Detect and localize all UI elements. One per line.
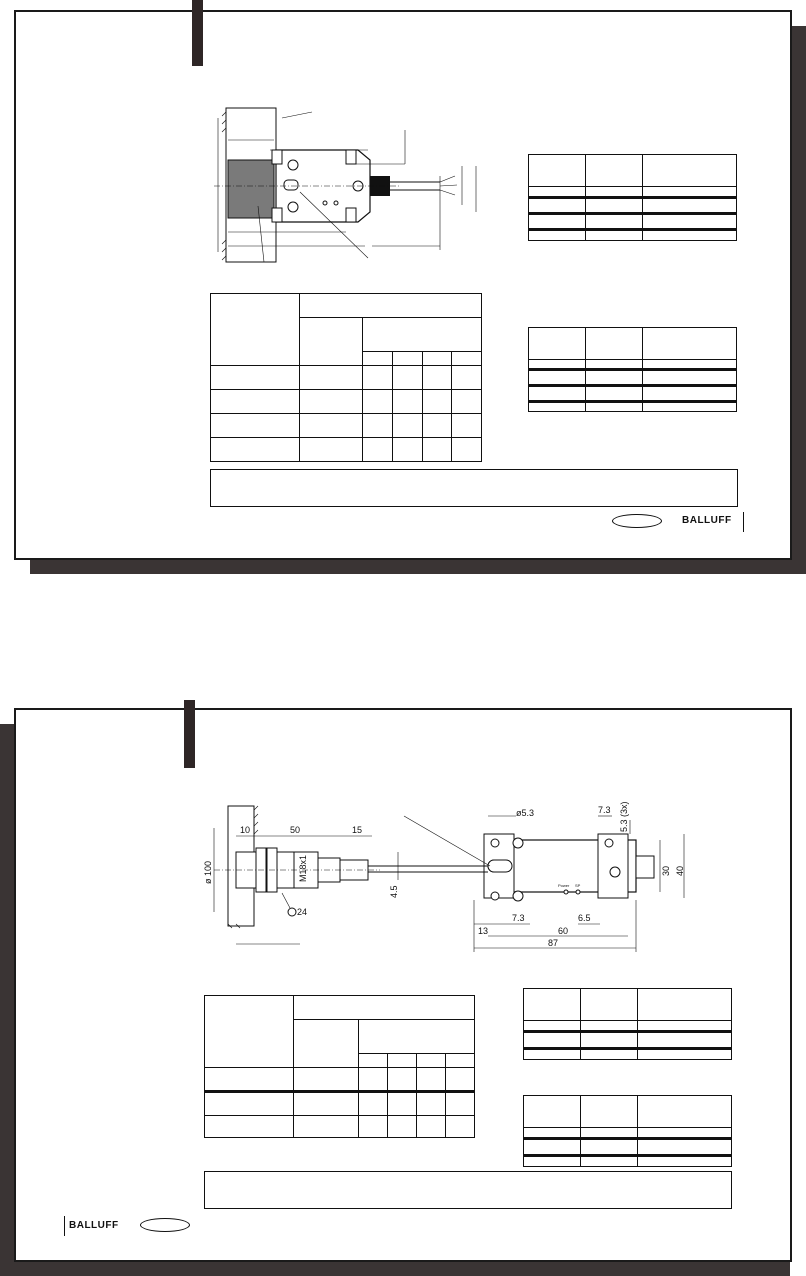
dim-60: 60 (558, 926, 569, 936)
bottom-right-table-2 (523, 1095, 732, 1167)
table-row (524, 1048, 732, 1059)
dim-5-3-3x: 5.3 (3x) (619, 801, 629, 832)
table-row (205, 1116, 475, 1138)
dim-13: 13 (478, 926, 489, 936)
dim-40: 40 (675, 865, 685, 876)
table-row (524, 1032, 732, 1049)
dim-dia-5-3: ø5.3 (516, 808, 535, 818)
table-row (205, 1092, 475, 1116)
bottom-balluff-logo: BALLUFF (69, 1220, 119, 1231)
dim-15: 15 (352, 825, 363, 835)
led-label-power: Power (558, 883, 570, 888)
table-row (524, 1139, 732, 1156)
table-row (524, 1021, 732, 1032)
led-label-sp: SP (575, 883, 581, 888)
bottom-spec-table (204, 995, 475, 1138)
dim-87: 87 (548, 938, 559, 948)
bottom-right-table-1 (523, 988, 732, 1060)
dim-7-3-top: 7.3 (598, 805, 611, 815)
table-row (205, 1068, 475, 1092)
bottom-logo-divider (64, 1216, 65, 1236)
table-row (524, 1128, 732, 1139)
table-row (524, 1155, 732, 1166)
dim-thread: M18x1 (298, 854, 308, 882)
dim-dia-100: ø 100 (203, 860, 213, 884)
dim-30: 30 (661, 865, 671, 876)
dim-6-5: 6.5 (578, 913, 591, 923)
bottom-oval-badge (140, 1218, 190, 1232)
top-balluff-logo: BALLUFF (682, 515, 732, 526)
bottom-note-box (204, 1171, 732, 1209)
dim-7-3: 7.3 (512, 913, 525, 923)
dim-50: 50 (290, 825, 301, 835)
dim-24: 24 (297, 907, 308, 917)
dim-4-5: 4.5 (389, 885, 399, 898)
dim-10: 10 (240, 825, 251, 835)
